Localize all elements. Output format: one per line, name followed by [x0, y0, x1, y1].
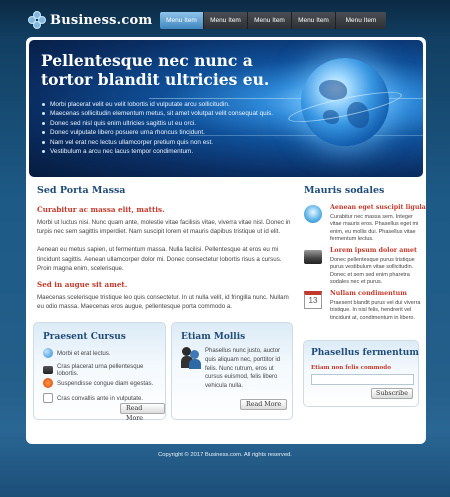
list-item: Morbi et erat lectus.: [43, 348, 111, 358]
sidebar-item-text: Donec pellentesque purus tristique purus vestibulum vitae sollicitudin. Donec et sem sed enim pharetra sodales nec et purus.: [330, 257, 415, 285]
article-subheading: Sed in augue sit amet.: [37, 280, 128, 290]
lightbulb-icon: [304, 205, 322, 223]
box-title: Praesent Cursus: [43, 332, 126, 342]
sidebar-item-title[interactable]: Nullam condimentum: [330, 290, 407, 297]
list-item: Cras convallis ante in vulputate.: [43, 393, 143, 403]
monitor-icon: [43, 366, 53, 374]
globe-icon: [43, 348, 53, 358]
nav-item-4[interactable]: Menu Item: [292, 12, 336, 29]
brand-name: Business.com: [50, 12, 153, 28]
subscribe-box: [303, 340, 419, 407]
calendar-day: 13: [308, 296, 318, 305]
sidebar-item-title[interactable]: Lorem ipsum dolor amet: [330, 247, 417, 254]
sidebar-item-text: Praesent blandit purus vel dui viverra tristique. In nisl felis, hendrerit vel tincidunt at, condimentum in libero.: [330, 300, 421, 321]
hero-bullet: Donec sed nisl quis enim ultricies sagittis ut eu orci.: [41, 119, 273, 128]
star-badge-icon: [43, 378, 53, 388]
sidebar-item-text: Curabitur nec massa sem. Integer vitae mauris eros. Phasellus eget mi enim, eu mollis dui. Phasellus vitae fermentum lectus.: [330, 214, 419, 242]
hero-title: Pellentesque nec nunc a tortor blandit ultricies eu.: [41, 51, 270, 89]
subscribe-input[interactable]: [311, 374, 414, 385]
nav-item-3[interactable]: Menu Item: [248, 12, 292, 29]
subscribe-button[interactable]: Subscribe: [371, 388, 413, 399]
sidebar: [304, 185, 426, 321]
subscribe-title: Phasellus fermentum: [311, 348, 419, 358]
sidebar-item: [304, 290, 422, 330]
praesent-cursus-box: [33, 322, 166, 420]
list-item: Cras placerat urna pellentesque lobortis.: [43, 363, 165, 377]
box-title: Etiam Mollis: [181, 332, 246, 342]
read-more-button[interactable]: Read More: [240, 399, 287, 410]
main-nav: [160, 12, 386, 29]
nav-item-1[interactable]: Menu Item: [160, 12, 204, 29]
hero-bullet: Morbi placerat velit eu velit lobortis id vulputate arcu sollicitudin.: [41, 100, 273, 109]
article-paragraph: Maecenas scelerisque tristique leo quis consectetur. In ut nulla velit, id fringilla nunc. Nullam eu odio massa. Maecenas eros augue, pellentesque porta commodo a.: [37, 294, 289, 311]
document-icon: [43, 393, 53, 403]
nav-item-5[interactable]: Menu Item: [336, 12, 386, 29]
sidebar-item-title[interactable]: Aenean eget suscipit ligula: [330, 204, 426, 211]
printer-icon: [304, 250, 322, 264]
article-paragraph: Morbi ut luctus nisi. Nunc quam ante, molestie vitae facilisis vitae, viverra vitae nisl. Donec in turpis nec sem sagittis imperdiet. Nam suscipit lorem et mauris dapibus tristique ut id elit.: [37, 219, 291, 236]
read-more-button[interactable]: Read More: [120, 403, 165, 414]
etiam-mollis-box: [171, 322, 293, 420]
logo[interactable]: [28, 11, 152, 29]
sidebar-item: [304, 204, 426, 242]
logo-flower-icon: [28, 11, 46, 29]
hero-bullet-list: [41, 100, 273, 156]
nav-item-2[interactable]: Menu Item: [204, 12, 248, 29]
hero-bullet: Maecenas sollicitudin elementum metus, sit amet volutpat velit consequat quis.: [41, 109, 273, 118]
sidebar-heading: Mauris sodales: [304, 185, 385, 196]
list-item: Suspendisse congue diam egestas.: [43, 378, 153, 388]
article-paragraph: Aenean eu metus sapien, ut fermentum massa. Nulla facilisi. Pellentesque at eros eu mi tincidunt sagittis. Aenean ullamcorper dolor mi. Donec consectetur lobortis risus a cursus. Proin magna enim, scelerisque.: [37, 246, 282, 272]
section-heading: Sed Porta Massa: [37, 185, 126, 196]
subscribe-label: Etiam non felis commodo: [311, 365, 391, 371]
globe-icon: [301, 58, 389, 146]
article-subheading: Curabitur ac massa elit, mattis.: [37, 205, 165, 214]
footer-copyright: Copyright © 2017 Business.com. All rights reserved.: [158, 452, 292, 458]
calendar-icon: [304, 291, 322, 309]
header: [0, 0, 450, 40]
hero-bullet: Nam vel erat nec lectus ullamcorper pretium quis non est.: [41, 138, 273, 147]
hero-banner: [29, 40, 423, 177]
box-text: Phasellus nunc justo, auctor quis aliquam nec, porttitor id felis. Nunc rutrum, eros ut cursus euismod, felis libero vehicula nulla.: [205, 348, 281, 390]
people-icon: [181, 347, 201, 369]
sidebar-item: [304, 247, 422, 285]
content-container: [26, 37, 426, 444]
hero-bullet: Vestibulum a arcu nec lacus tempor condimentum.: [41, 147, 273, 156]
main-article: [37, 185, 297, 311]
hero-bullet: Donec vulputate libero posuere urna rhoncus tincidunt.: [41, 128, 273, 137]
